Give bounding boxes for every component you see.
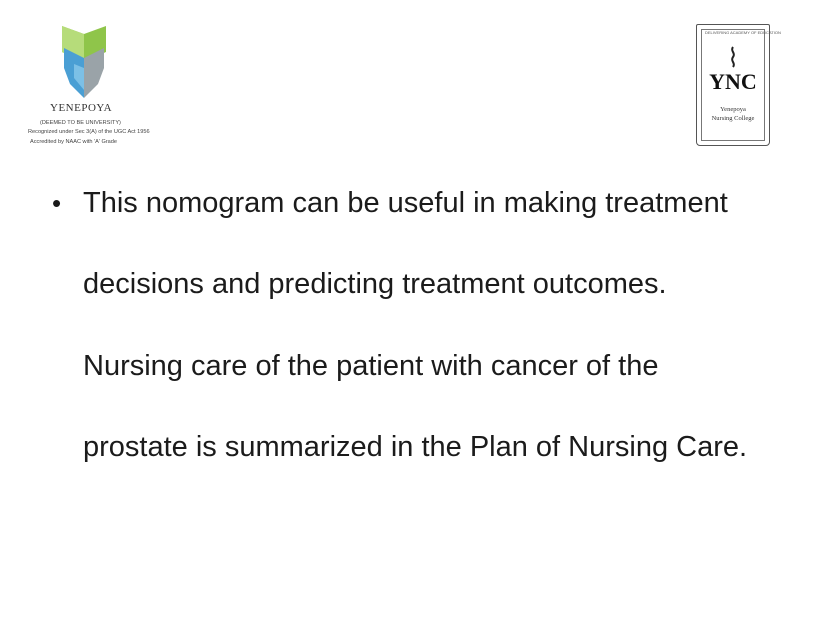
college-caption-line-1: Yenepoya xyxy=(720,106,746,113)
university-status: (DEEMED TO BE UNIVERSITY) xyxy=(40,120,121,126)
college-caption-line-2: Nursing College xyxy=(711,115,755,122)
bullet-point: • xyxy=(52,188,62,218)
yenepoya-nursing-college-logo xyxy=(696,24,781,146)
university-recognition: Recognized under Sec 3(A) of the UGC Act 1956 xyxy=(28,129,150,135)
logo-arc-text: DELIVERING ACADEMY OF EDUCATION xyxy=(705,30,781,35)
body-line-4: prostate is summarized in the Plan of Nursing Care. xyxy=(83,431,748,463)
body-line-1: This nomogram can be useful in making treatment xyxy=(83,187,728,219)
college-caption xyxy=(703,105,763,123)
shield-emblem-icon xyxy=(56,24,112,100)
university-name: YENEPOYA xyxy=(50,102,113,114)
ync-monogram-icon xyxy=(707,43,759,97)
svg-text:YNC: YNC xyxy=(709,69,757,94)
body-line-2: decisions and predicting treatment outcomes. xyxy=(83,268,667,300)
body-line-3: Nursing care of the patient with cancer of the xyxy=(83,350,659,382)
university-accreditation: Accredited by NAAC with 'A' Grade xyxy=(30,139,118,145)
yenepoya-university-logo xyxy=(26,24,150,156)
